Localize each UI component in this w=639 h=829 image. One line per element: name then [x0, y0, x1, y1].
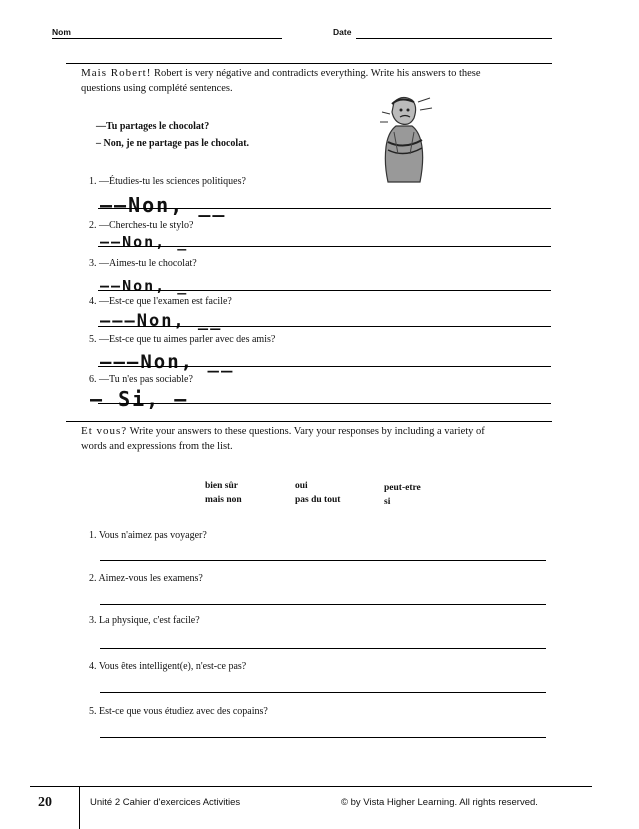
vocab-item: mais non — [205, 495, 242, 505]
p2-question-3 — [89, 615, 200, 626]
p2-answer-line-2[interactable] — [100, 604, 546, 605]
p1-answer-line-1[interactable] — [98, 208, 551, 209]
p1-question-number: 4. — [89, 296, 97, 307]
p1-question-5 — [89, 334, 275, 345]
page-number: 20 — [38, 795, 52, 810]
part2-title: Et vous? — [81, 425, 128, 437]
p1-answer-text: Non, — [140, 351, 208, 373]
part1-instructions — [81, 66, 551, 96]
p1-answer-5: ———Non, __ — [100, 351, 235, 373]
p1-question-text: —Est-ce que l'examen est facile? — [99, 296, 232, 307]
date-line — [356, 38, 552, 39]
p2-question-4 — [89, 661, 246, 672]
p1-question-number: 1. — [89, 176, 97, 187]
p1-answer-1: ——Non, __ — [100, 193, 227, 217]
p2-question-text: Vous n'aimez pas voyager? — [98, 530, 207, 541]
nom-label: Nom — [52, 27, 71, 37]
p2-question-2 — [89, 573, 203, 584]
p1-answer-line-6[interactable] — [98, 403, 551, 404]
p2-answer-line-1[interactable] — [100, 560, 546, 561]
vocab-item: si — [384, 497, 391, 507]
p1-answer-line-5[interactable] — [98, 366, 551, 367]
section-divider — [66, 421, 552, 422]
p2-question-number: 1. — [89, 530, 97, 541]
copyright: © by Vista Higher Learning. All rights reserved. — [341, 797, 538, 808]
p1-question-text: —Tu n'es pas sociable? — [99, 374, 193, 385]
p1-question-text: —Cherches-tu le stylo? — [99, 220, 194, 231]
p2-question-5 — [89, 706, 268, 717]
part1-title: Mais Robert! — [81, 67, 152, 79]
unit-title: Unité 2 Cahier d'exercices Activities — [90, 797, 241, 808]
p1-answer-4: ———Non, __ — [100, 311, 223, 331]
vocab-item: peut-etre — [384, 483, 421, 493]
p1-answer-text: Non, — [122, 233, 178, 251]
nom-line — [52, 38, 282, 39]
footer-vertical-rule — [79, 786, 80, 829]
p2-answer-line-5[interactable] — [100, 737, 546, 738]
part2-instructions-line1: Write your answers to these questions. Vary your responses by including a variety of — [129, 426, 485, 437]
p2-question-text: Est-ce que vous étudiez avec des copains? — [99, 706, 268, 717]
p2-answer-line-4[interactable] — [100, 692, 546, 693]
part1-instructions-line1: Robert is very négative and contradicts everything. Write his answers to these — [153, 68, 481, 79]
p1-answer-2: ——Non, _ — [100, 233, 189, 251]
p1-answer-3: ——Non, _ — [100, 277, 189, 295]
part2-instructions-line2: words and expressions from the list. — [81, 441, 233, 452]
p1-answer-line-2[interactable] — [98, 246, 551, 247]
p1-answer-text: Non, — [136, 311, 198, 331]
vocab-col-1 — [205, 479, 242, 507]
p1-answer-text: Non, — [122, 277, 178, 295]
vocab-col-3 — [384, 481, 421, 509]
p1-question-number: 5. — [89, 334, 97, 345]
p2-question-number: 3. — [89, 615, 97, 626]
robert-illustration — [374, 92, 436, 187]
p1-question-2 — [89, 220, 193, 231]
p1-question-number: 6. — [89, 374, 97, 385]
p1-question-6 — [89, 374, 193, 385]
vocab-col-2 — [295, 479, 340, 507]
p1-question-4 — [89, 296, 232, 307]
p2-question-text: La physique, c'est facile? — [99, 615, 200, 626]
p1-answer-text: Non, — [128, 193, 199, 217]
vocab-item: pas du tout — [295, 495, 341, 505]
p1-question-number: 3. — [89, 258, 97, 269]
vocab-item: oui — [295, 481, 308, 491]
p2-question-number: 5. — [89, 706, 97, 717]
p1-answer-line-3[interactable] — [98, 290, 551, 291]
p1-answer-line-4[interactable] — [98, 326, 551, 327]
example-answer: – Non, je ne partage pas le chocolat. — [96, 138, 250, 149]
p1-question-number: 2. — [89, 220, 97, 231]
p2-question-text: Aimez-vous les examens? — [98, 573, 203, 584]
section-divider — [66, 63, 552, 64]
p2-question-number: 2. — [89, 573, 97, 584]
p1-answer-6: – Si, – — [90, 387, 189, 411]
footer-rule — [30, 786, 592, 787]
p2-question-number: 4. — [89, 661, 97, 672]
date-label: Date — [333, 27, 352, 37]
p1-question-3 — [89, 258, 197, 269]
part1-instructions-line2: questions using complété sentences. — [81, 83, 233, 94]
example-question: —Tu partages le chocolat? — [96, 121, 210, 132]
p2-question-text: Vous êtes intelligent(e), n'est-ce pas? — [98, 661, 247, 672]
p1-question-text: —Étudies-tu les sciences politiques? — [99, 176, 246, 187]
p1-answer-text: Si, — [118, 387, 175, 411]
p2-question-1 — [89, 530, 207, 541]
p1-question-1 — [89, 176, 246, 187]
p2-answer-line-3[interactable] — [100, 648, 546, 649]
p1-question-text: —Est-ce que tu aimes parler avec des amis? — [99, 334, 276, 345]
p1-question-text: —Aimes-tu le chocolat? — [99, 258, 197, 269]
part2-instructions — [81, 424, 551, 454]
vocab-item: bien sûr — [205, 481, 238, 491]
